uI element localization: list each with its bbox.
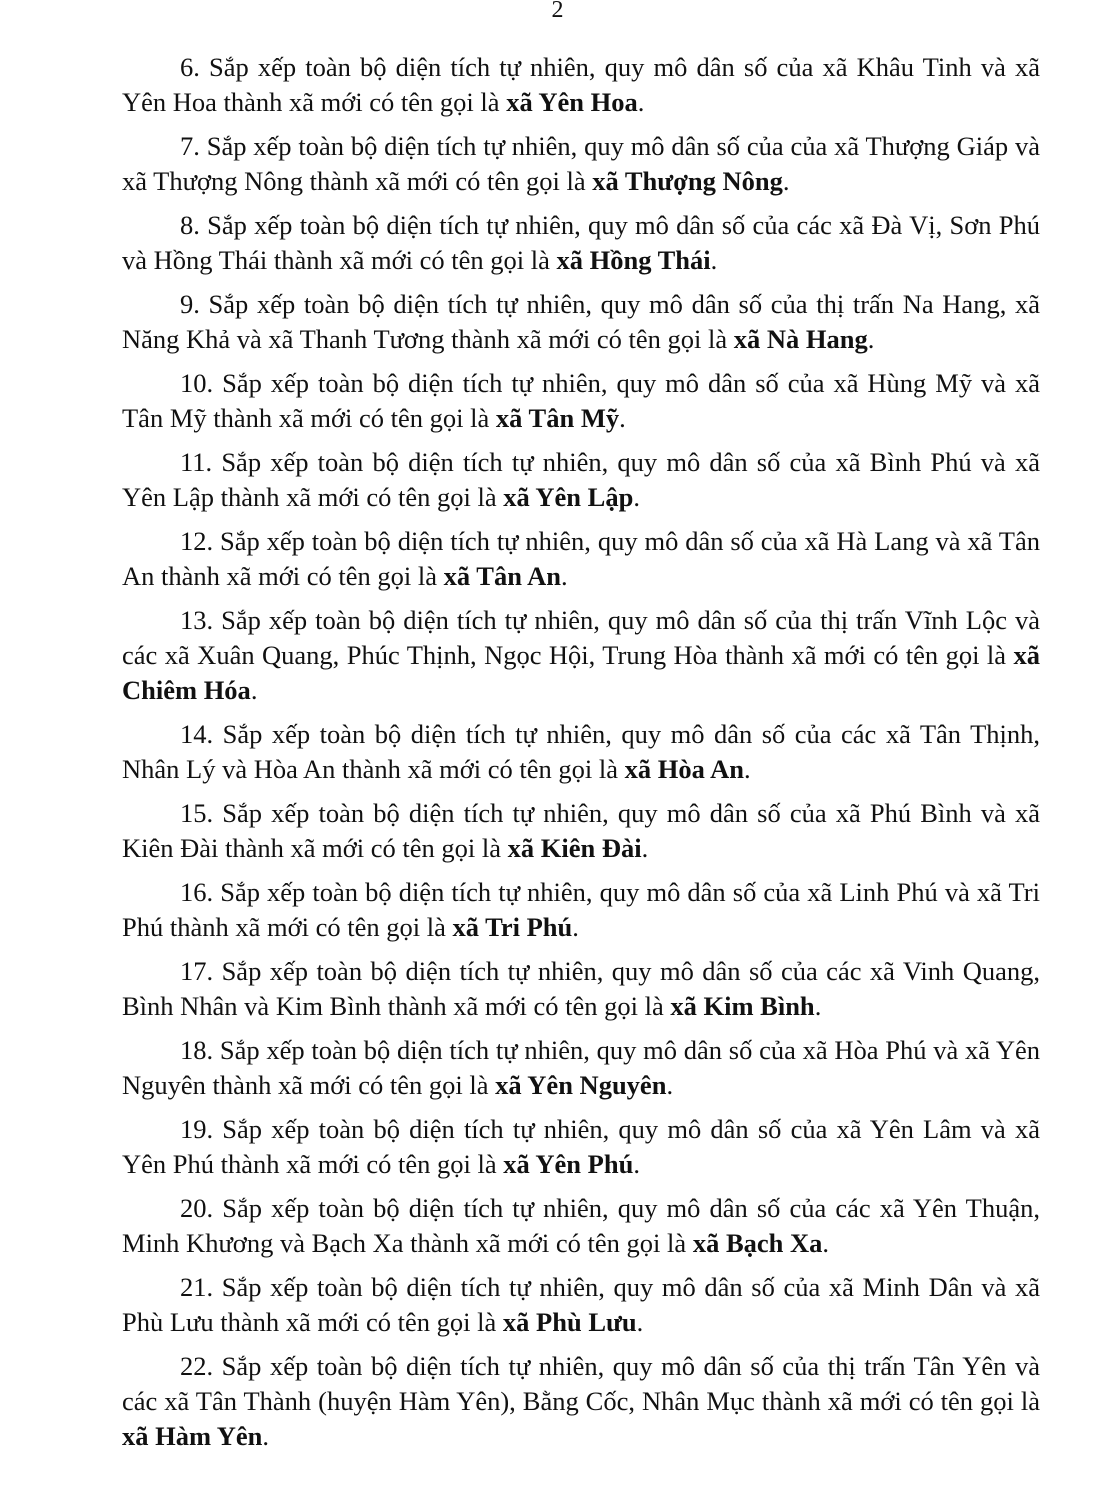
list-item	[122, 1191, 1040, 1261]
item-end: .	[561, 561, 568, 591]
page-number: 2	[551, 0, 564, 23]
list-item	[122, 1349, 1040, 1454]
item-end: .	[666, 1070, 674, 1100]
item-end: .	[822, 1228, 830, 1258]
item-end: .	[710, 245, 718, 275]
list-item	[122, 366, 1040, 436]
item-text: 14. Sắp xếp toàn bộ diện tích tự nhiên, quy mô dân số của các xã Tân Thịnh, Nhân Lý và Hòa An thành xã mới có tên gọi là	[122, 719, 1040, 784]
new-commune-name: xã Bạch Xa	[692, 1228, 823, 1258]
list-item	[122, 129, 1040, 199]
list-item	[122, 603, 1040, 708]
item-text: 16. Sắp xếp toàn bộ diện tích tự nhiên, quy mô dân số của xã Linh Phú và xã Tri Phú thành xã mới có tên gọi là	[122, 877, 1040, 942]
item-text: 10. Sắp xếp toàn bộ diện tích tự nhiên, quy mô dân số của xã Hùng Mỹ và xã Tân Mỹ thành xã mới có tên gọi là	[122, 368, 1040, 433]
item-end: .	[572, 912, 579, 942]
item-text: 18. Sắp xếp toàn bộ diện tích tự nhiên, quy mô dân số của xã Hòa Phú và xã Yên Nguyên thành xã mới có tên gọi là	[122, 1035, 1040, 1100]
new-commune-name: xã Hàm Yên	[122, 1421, 263, 1451]
list-item	[122, 1033, 1040, 1103]
item-text: 6. Sắp xếp toàn bộ diện tích tự nhiên, quy mô dân số của xã Khâu Tinh và xã Yên Hoa thành xã mới có tên gọi là	[122, 52, 1040, 117]
item-text: 15. Sắp xếp toàn bộ diện tích tự nhiên, quy mô dân số của xã Phú Bình và xã Kiên Đài thành xã mới có tên gọi là	[122, 798, 1040, 863]
new-commune-name: xã Yên Hoa	[506, 87, 638, 117]
item-end: .	[250, 675, 258, 705]
list-item	[122, 954, 1040, 1024]
new-commune-name: xã Phù Lưu	[502, 1307, 637, 1337]
document-body	[122, 50, 1040, 1463]
new-commune-name: xã Yên Lập	[503, 482, 634, 512]
new-commune-name: xã Hồng Thái	[556, 245, 711, 275]
new-commune-name: xã Tân Mỹ	[495, 403, 620, 433]
list-item	[122, 717, 1040, 787]
item-end: .	[633, 482, 640, 512]
list-item	[122, 445, 1040, 515]
item-text: 9. Sắp xếp toàn bộ diện tích tự nhiên, quy mô dân số của thị trấn Na Hang, xã Năng Khả và xã Thanh Tương thành xã mới có tên gọi là	[122, 289, 1040, 354]
item-end: .	[743, 754, 751, 784]
list-item	[122, 796, 1040, 866]
item-end: .	[637, 87, 645, 117]
new-commune-name: xã Kiên Đài	[507, 833, 642, 863]
item-text: 12. Sắp xếp toàn bộ diện tích tự nhiên, quy mô dân số của xã Hà Lang và xã Tân An thành xã mới có tên gọi là	[122, 526, 1040, 591]
item-text: 21. Sắp xếp toàn bộ diện tích tự nhiên, quy mô dân số của xã Minh Dân và xã Phù Lưu thành xã mới có tên gọi là	[122, 1272, 1040, 1337]
item-text: 7. Sắp xếp toàn bộ diện tích tự nhiên, quy mô dân số của của xã Thượng Giáp và xã Thượng Nông thành xã mới có tên gọi là	[122, 131, 1040, 196]
new-commune-name: xã Kim Bình	[670, 991, 815, 1021]
list-item	[122, 287, 1040, 357]
new-commune-name: xã Chiêm Hóa	[122, 640, 1040, 705]
new-commune-name: xã Nà Hang	[733, 324, 868, 354]
item-end: .	[814, 991, 822, 1021]
new-commune-name: xã Yên Phú	[503, 1149, 634, 1179]
item-text: 8. Sắp xếp toàn bộ diện tích tự nhiên, quy mô dân số của các xã Đà Vị, Sơn Phú và Hồng Thái thành xã mới có tên gọi là	[122, 210, 1040, 275]
item-end: .	[619, 403, 626, 433]
new-commune-name: xã Tri Phú	[452, 912, 573, 942]
item-text: 13. Sắp xếp toàn bộ diện tích tự nhiên, quy mô dân số của thị trấn Vĩnh Lộc và các xã Xuân Quang, Phúc Thịnh, Ngọc Hội, Trung Hòa thành xã mới có tên gọi là	[122, 605, 1040, 670]
item-text: 20. Sắp xếp toàn bộ diện tích tự nhiên, quy mô dân số của các xã Yên Thuận, Minh Khương và Bạch Xa thành xã mới có tên gọi là	[122, 1193, 1040, 1258]
list-item	[122, 524, 1040, 594]
item-text: 22. Sắp xếp toàn bộ diện tích tự nhiên, quy mô dân số của thị trấn Tân Yên và các xã Tân Thành (huyện Hàm Yên), Bằng Cốc, Nhân Mục thành xã mới có tên gọi là	[122, 1351, 1040, 1416]
list-item	[122, 1112, 1040, 1182]
list-item	[122, 1270, 1040, 1340]
list-item	[122, 208, 1040, 278]
new-commune-name: xã Thượng Nông	[592, 166, 783, 196]
item-end: .	[636, 1307, 644, 1337]
item-text: 17. Sắp xếp toàn bộ diện tích tự nhiên, quy mô dân số của các xã Vinh Quang, Bình Nhân và Kim Bình thành xã mới có tên gọi là	[122, 956, 1040, 1021]
new-commune-name: xã Hòa An	[624, 754, 744, 784]
item-end: .	[641, 833, 649, 863]
new-commune-name: xã Yên Nguyên	[495, 1070, 667, 1100]
item-end: .	[782, 166, 790, 196]
item-end: .	[262, 1421, 269, 1451]
new-commune-name: xã Tân An	[443, 561, 561, 591]
item-end: .	[633, 1149, 640, 1179]
item-end: .	[867, 324, 875, 354]
item-text: 19. Sắp xếp toàn bộ diện tích tự nhiên, quy mô dân số của xã Yên Lâm và xã Yên Phú thành xã mới có tên gọi là	[122, 1114, 1040, 1179]
item-text: 11. Sắp xếp toàn bộ diện tích tự nhiên, quy mô dân số của xã Bình Phú và xã Yên Lập thành xã mới có tên gọi là	[122, 447, 1040, 512]
list-item	[122, 875, 1040, 945]
list-item	[122, 50, 1040, 120]
